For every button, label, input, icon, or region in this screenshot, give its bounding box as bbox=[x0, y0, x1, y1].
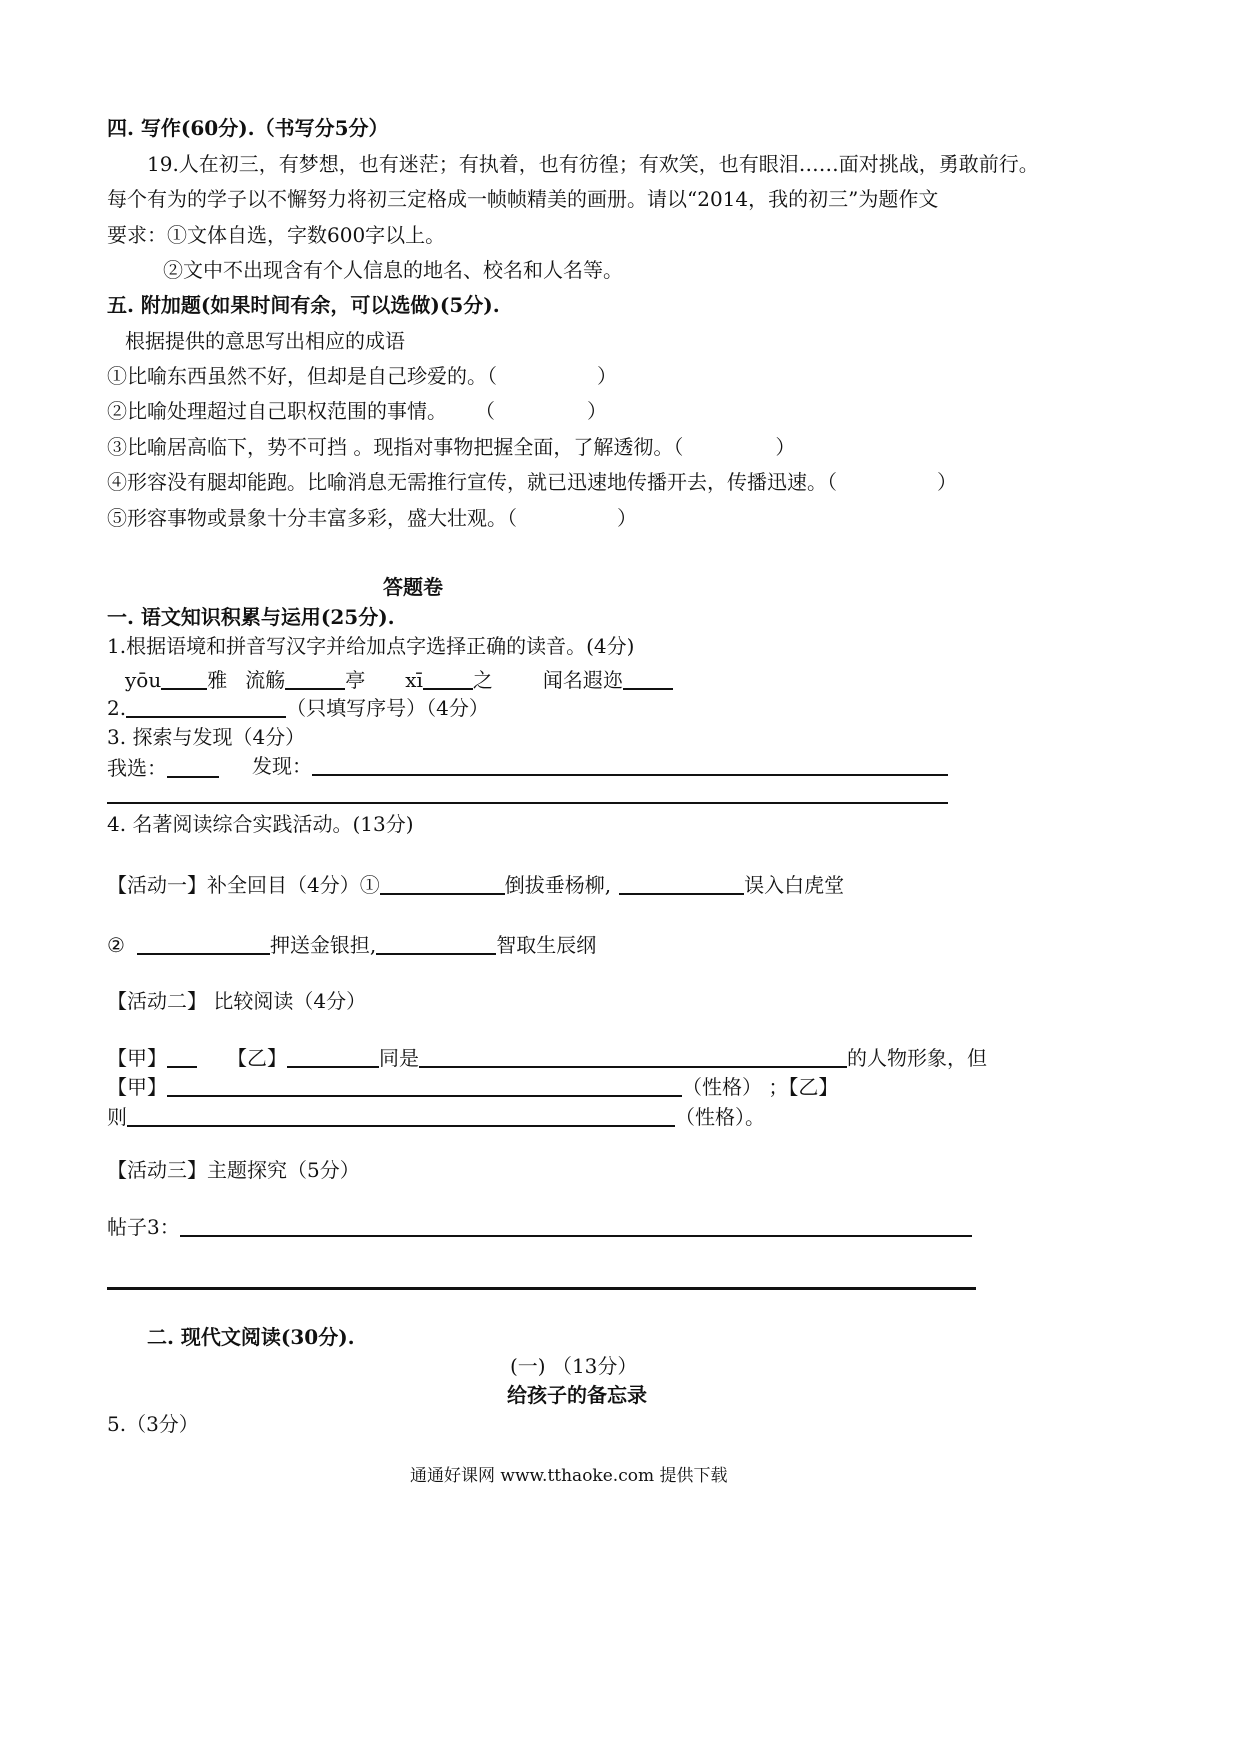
yi-name-blank[interactable] bbox=[287, 1046, 379, 1068]
blank-you[interactable] bbox=[161, 668, 207, 690]
section-5-heading: 五. 附加题(如果时间有余，可以选做)(5分). bbox=[107, 293, 500, 317]
essay-prompt-line-1: 19.人在初三，有梦想，也有迷茫；有执着，也有彷徨；有欢笑，也有眼泪……面对挑战，勇敢前行。 bbox=[147, 152, 1039, 176]
question-4-text: 4. 名著阅读综合实践活动。(13分) bbox=[107, 812, 414, 836]
activity-3-label: 【活动三】主题探究（5分） bbox=[107, 1158, 360, 1182]
post-3-label: 帖子3： bbox=[107, 1215, 180, 1239]
question-1-blanks: yōu 雅 流觞 亭 xī 之 闻名遐迩 bbox=[125, 668, 673, 690]
post-3-blank-2[interactable] bbox=[107, 1287, 976, 1290]
activity-2-line-1: 【甲】 【乙】 同是 的人物形象，但 bbox=[107, 1046, 987, 1070]
essay-prompt-line-2: 每个有为的学子以不懈努力将初三定格成一帧帧精美的画册。请以“2014，我的初三”为题作文 bbox=[107, 187, 939, 211]
idiom-item-5: ⑤形容事物或景象十分丰富多彩，盛大壮观。（ ） bbox=[107, 506, 637, 530]
question-3-text: 3. 探索与发现（4分） bbox=[107, 725, 306, 749]
common-image-blank[interactable] bbox=[419, 1046, 847, 1068]
activity-1-line-2: ② 押送金银担, 智取生辰纲 bbox=[107, 933, 597, 957]
question-3-choice-blank[interactable] bbox=[167, 756, 219, 778]
subsection-1-heading: (一) （13分） bbox=[510, 1354, 638, 1378]
idiom-item-1: ①比喻东西虽然不好，但却是自己珍爱的。（ ） bbox=[107, 364, 617, 388]
blank-shang[interactable] bbox=[285, 668, 345, 690]
question-2-line: 2. （只填写序号）（4分） bbox=[107, 696, 489, 720]
answer-sheet-title: 答题卷 bbox=[383, 575, 443, 599]
blank-xia[interactable] bbox=[623, 668, 673, 690]
activity-1-blank-2[interactable] bbox=[619, 873, 744, 895]
jia-name-blank[interactable] bbox=[167, 1046, 197, 1068]
part-2-heading: 二. 现代文阅读(30分). bbox=[147, 1325, 355, 1349]
idiom-item-4: ④形容没有腿却能跑。比喻消息无需推行宣传，就已迅速地传播开去，传播迅速。（ ） bbox=[107, 470, 957, 494]
yi-personality-blank[interactable] bbox=[127, 1105, 675, 1127]
question-2-answer-blank[interactable] bbox=[126, 696, 286, 718]
part-1-heading: 一. 语文知识积累与运用(25分). bbox=[107, 605, 395, 629]
activity-1-blank-4[interactable] bbox=[376, 933, 496, 955]
essay-requirement-1: 要求：①文体自选，字数600字以上。 bbox=[107, 223, 446, 247]
page-footer: 通通好课网 www.tthaoke.com 提供下载 bbox=[410, 1466, 728, 1486]
jia-personality-blank[interactable] bbox=[167, 1075, 682, 1097]
idiom-item-3: ③比喻居高临下，势不可挡 。现指对事物把握全面，了解透彻。（ ） bbox=[107, 435, 796, 459]
question-5-text: 5.（3分） bbox=[107, 1412, 199, 1436]
activity-2-line-3: 则 （性格）。 bbox=[107, 1105, 765, 1129]
essay-requirement-2: ②文中不出现含有个人信息的地名、校名和人名等。 bbox=[163, 258, 623, 282]
activity-2-line-2: 【甲】 （性格） ；【乙】 bbox=[107, 1075, 839, 1099]
question-3-find-blank-2[interactable] bbox=[107, 802, 948, 804]
idiom-item-2: ②比喻处理超过自己职权范围的事情。 （ ） bbox=[107, 399, 607, 423]
blank-xi[interactable] bbox=[423, 668, 473, 690]
activity-1-blank-1[interactable] bbox=[380, 873, 505, 895]
question-3-find-label: 发现： bbox=[252, 754, 312, 778]
section-4-heading: 四. 写作(60分).（书写分5分） bbox=[107, 116, 389, 140]
question-1-text: 1.根据语境和拼音写汉字并给加点字选择正确的读音。(4分) bbox=[107, 634, 635, 658]
activity-2-label: 【活动二】 比较阅读（4分） bbox=[107, 989, 367, 1013]
activity-1-line-1: 【活动一】补全回目（4分）① 倒拔垂杨柳, 误入白虎堂 bbox=[107, 873, 845, 897]
activity-1-blank-3[interactable] bbox=[137, 933, 270, 955]
article-title: 给孩子的备忘录 bbox=[507, 1383, 647, 1407]
question-3-find-blank[interactable] bbox=[312, 774, 948, 776]
question-3-choose: 我选： bbox=[107, 756, 219, 778]
post-3-blank[interactable] bbox=[180, 1235, 972, 1237]
idiom-intro: 根据提供的意思写出相应的成语 bbox=[125, 329, 405, 353]
